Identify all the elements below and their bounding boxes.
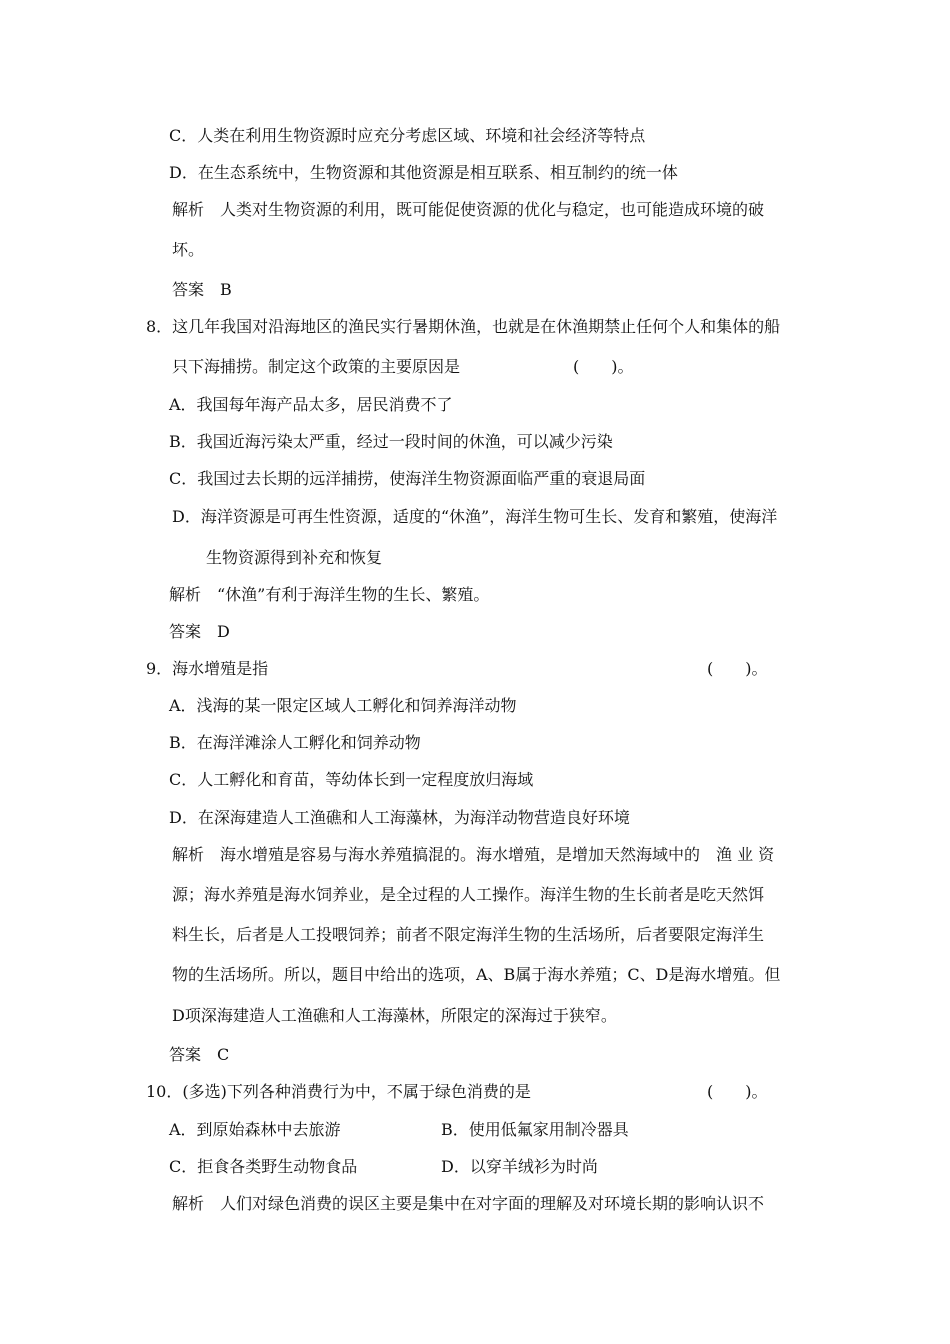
q9-option-d: D．在深海建造人工渔礁和人工海藻林，为海洋动物营造良好环境 bbox=[169, 808, 630, 827]
q9-option-b: B．在海洋滩涂人工孵化和饲养动物 bbox=[169, 733, 421, 752]
q8-stem-line-2: 只下海捕捞。制定这个政策的主要原因是 bbox=[172, 357, 461, 376]
q9-stem: 9．海水增殖是指 bbox=[146, 659, 269, 678]
q7-answer: 答案 B bbox=[172, 280, 232, 299]
q7-option-d: D．在生态系统中，生物资源和其他资源是相互联系、相互制约的统一体 bbox=[169, 163, 678, 182]
q8-stem-line-1: 8．这几年我国对沿海地区的渔民实行暑期休渔，也就是在休渔期禁止任何个人和集体的船 bbox=[146, 317, 781, 336]
q8-answer: 答案 D bbox=[169, 622, 230, 641]
q8-analysis: 解析 “休渔”有利于海洋生物的生长、繁殖。 bbox=[169, 585, 490, 604]
q10-option-a: A．到原始森林中去旅游 bbox=[169, 1120, 341, 1139]
q8-option-a: A．我国每年海产品太多，居民消费不了 bbox=[169, 395, 453, 414]
q9-analysis-line-4: 物的生活场所。所以，题目中给出的选项，A、B属于海水养殖；C、D是海水增殖。但 bbox=[172, 965, 781, 984]
q9-answer: 答案 C bbox=[169, 1045, 230, 1064]
q8-option-b: B．我国近海污染太严重，经过一段时间的休渔，可以减少污染 bbox=[169, 432, 613, 451]
q8-option-c: C．我国过去长期的远洋捕捞，使海洋生物资源面临严重的衰退局面 bbox=[169, 469, 646, 488]
q9-analysis-line-2: 源；海水养殖是海水饲养业，是全过程的人工操作。海洋生物的生长前者是吃天然饵 bbox=[172, 885, 765, 904]
q9-answer-bracket: ( )。 bbox=[707, 659, 768, 678]
q7-analysis-line-2: 坏。 bbox=[172, 240, 205, 259]
q9-option-a: A．浅海的某一限定区域人工孵化和饲养海洋动物 bbox=[169, 696, 517, 715]
q8-option-d-line-1: D．海洋资源是可再生性资源，适度的“休渔”，海洋生物可生长、发育和繁殖，使海洋 bbox=[172, 507, 778, 526]
q10-analysis-line-1: 解析 人们对绿色消费的误区主要是集中在对字面的理解及对环境长期的影响认识不 bbox=[172, 1194, 765, 1213]
q9-analysis-line-3: 料生长，后者是人工投喂饲养；前者不限定海洋生物的生活场所，后者要限定海洋生 bbox=[172, 925, 765, 944]
q8-answer-bracket: ( )。 bbox=[573, 357, 634, 376]
q10-option-b: B．使用低氟家用制冷器具 bbox=[441, 1120, 629, 1139]
q9-option-c: C．人工孵化和育苗，等幼体长到一定程度放归海域 bbox=[169, 770, 534, 789]
q10-answer-bracket: ( )。 bbox=[707, 1082, 768, 1101]
q10-stem: 10．(多选)下列各种消费行为中，不属于绿色消费的是 bbox=[146, 1082, 531, 1101]
q10-option-d: D．以穿羊绒衫为时尚 bbox=[441, 1157, 598, 1176]
q7-option-c: C．人类在利用生物资源时应充分考虑区域、环境和社会经济等特点 bbox=[169, 126, 646, 145]
q7-analysis-line-1: 解析 人类对生物资源的利用，既可能促使资源的优化与稳定，也可能造成环境的破 bbox=[172, 200, 765, 219]
q10-option-c: C．拒食各类野生动物食品 bbox=[169, 1157, 358, 1176]
q9-analysis-line-1: 解析 海水增殖是容易与海水养殖搞混的。海水增殖，是增加天然海域中的 渔 业 资 bbox=[172, 845, 775, 864]
q9-analysis-line-5: D项深海建造人工渔礁和人工海藻林，所限定的深海过于狭窄。 bbox=[172, 1006, 617, 1025]
q8-option-d-line-2: 生物资源得到补充和恢复 bbox=[206, 548, 383, 567]
